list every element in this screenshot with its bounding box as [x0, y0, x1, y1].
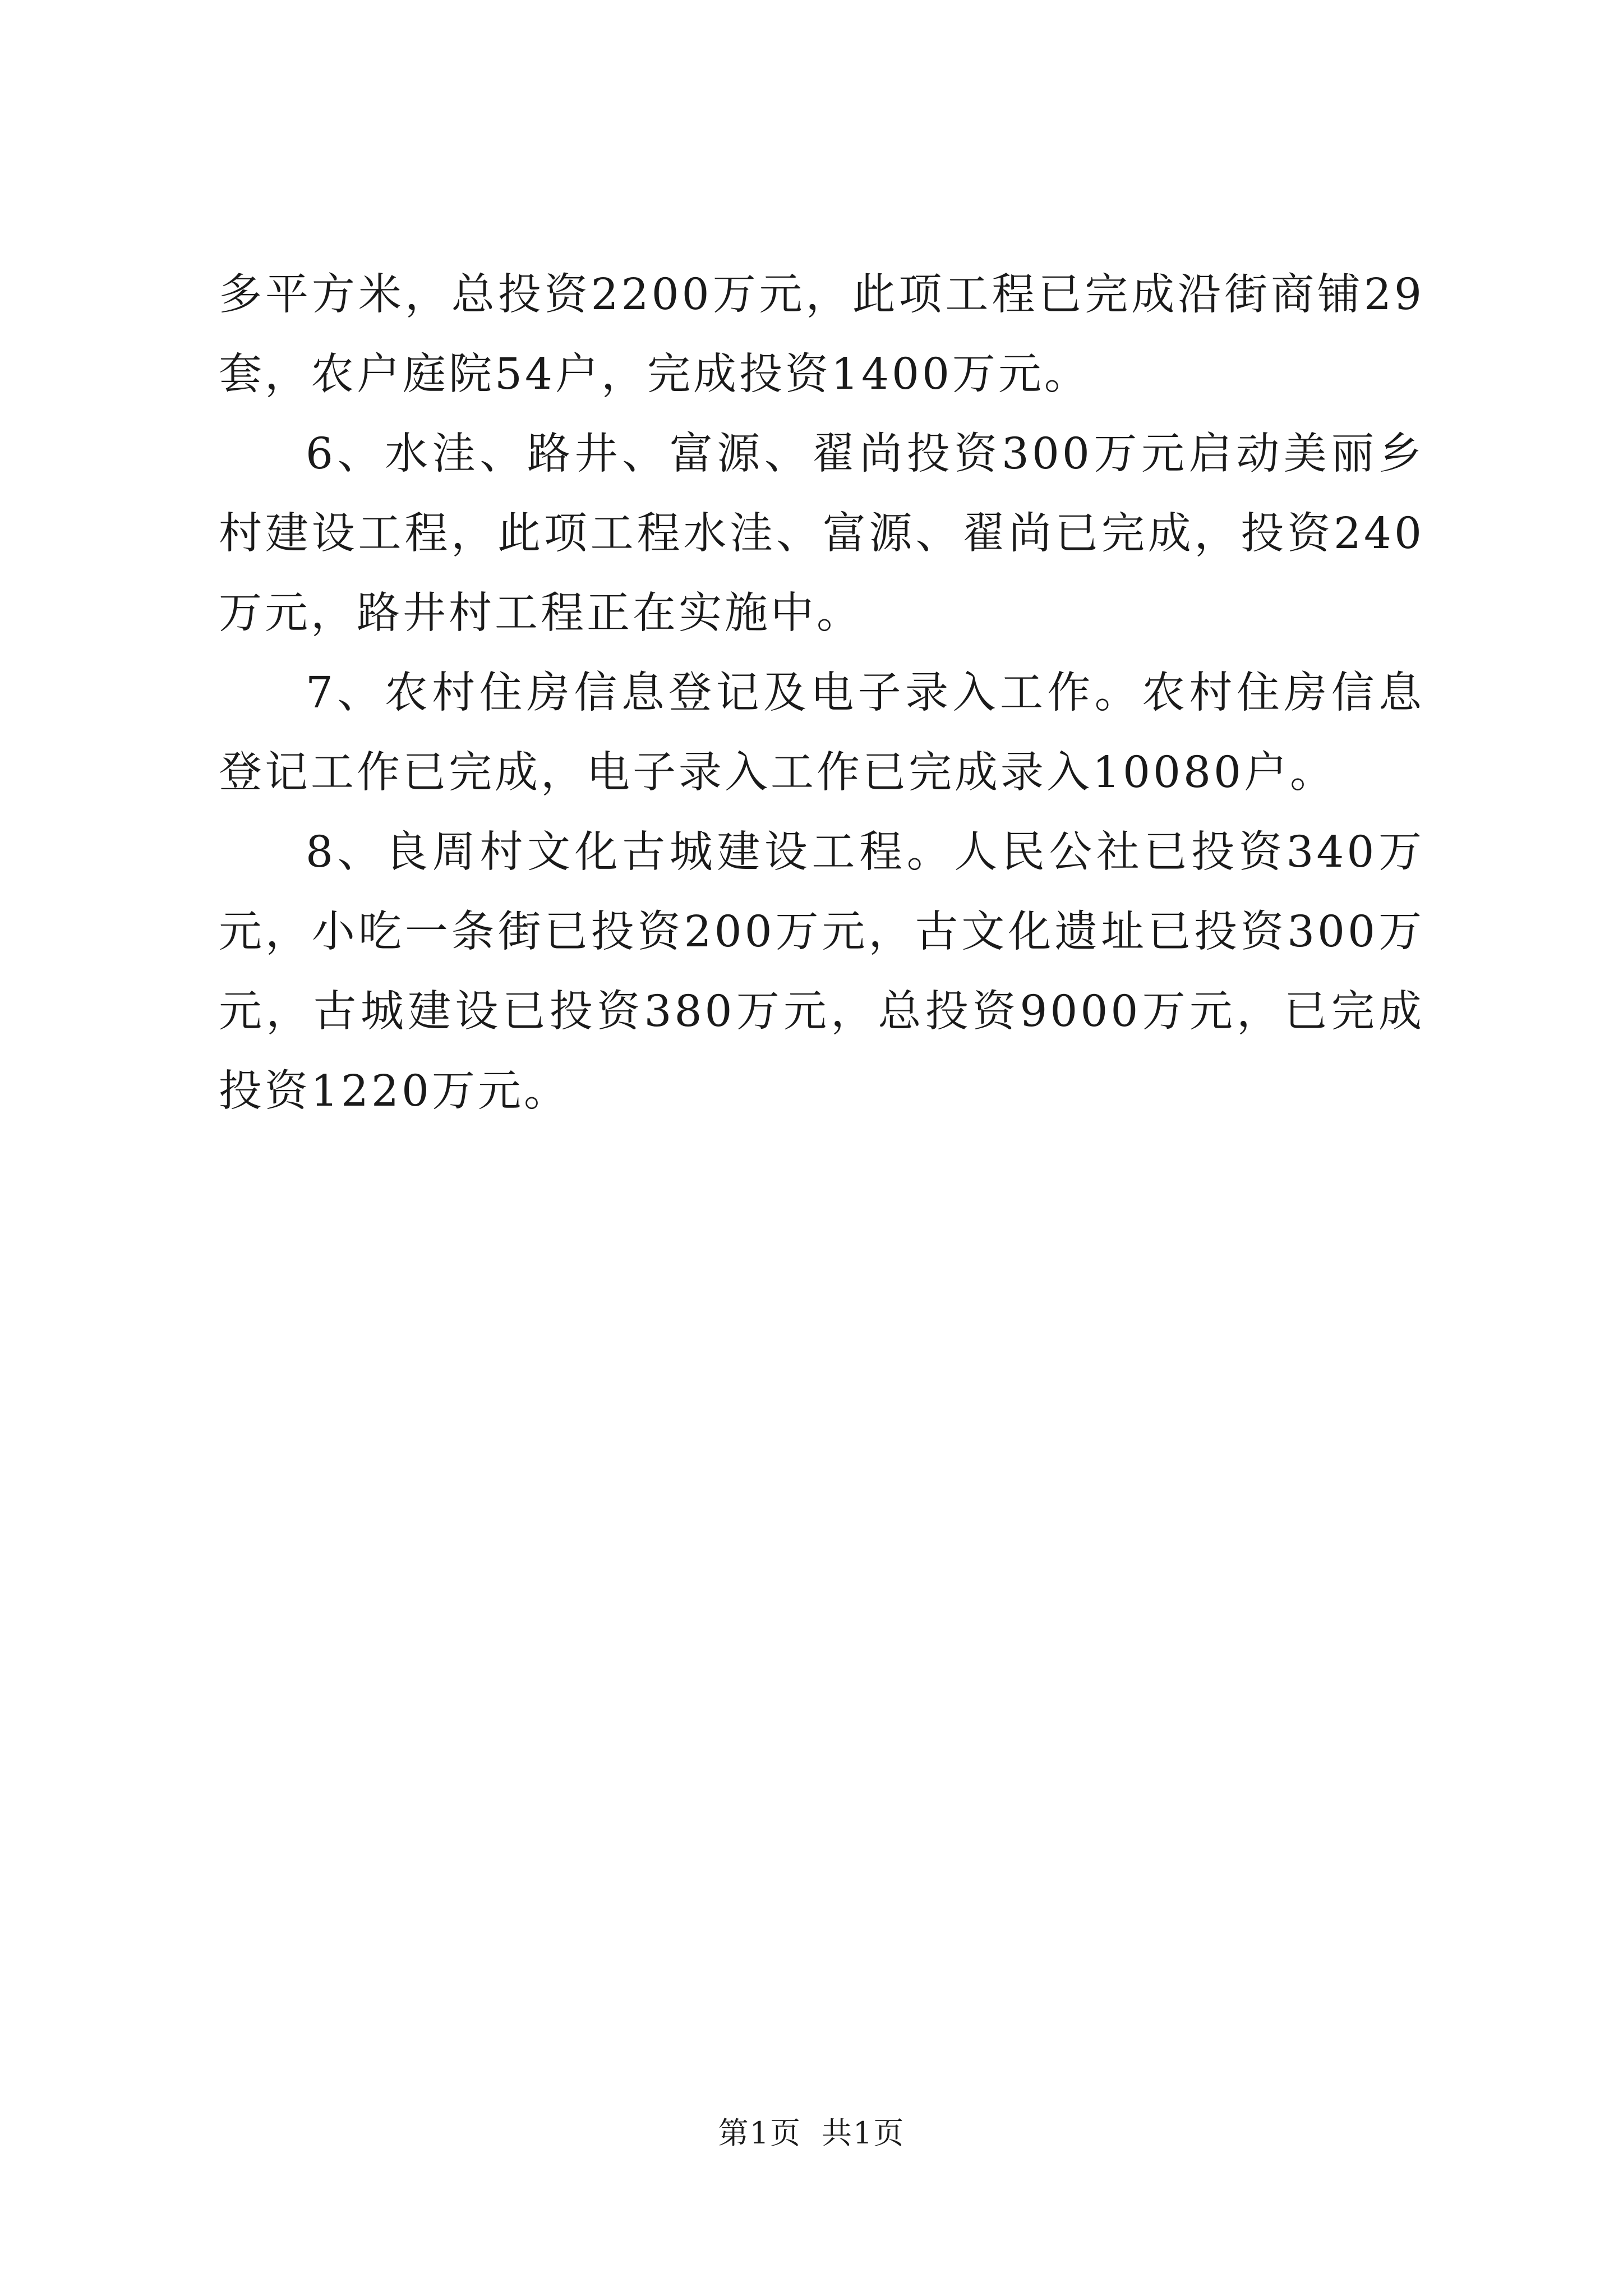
paragraph-item-8: 8、良周村文化古城建设工程。人民公社已投资340万元，小吃一条街已投资200万元，古文化遗址已投资300万元，古城建设已投资380万元，总投资9000万元，已完成投资1220万元。 — [219, 827, 1424, 1116]
paragraph-item-7: 7、农村住房信息登记及电子录入工作。农村住房信息登记工作已完成，电子录入工作已完成录入10080户。 — [219, 668, 1424, 798]
page-number-current: 第1页 — [718, 2115, 801, 2151]
page-footer — [0, 2109, 1623, 2152]
page-number-total: 共1页 — [822, 2115, 905, 2151]
document-body — [219, 255, 1424, 1131]
paragraph-continuation: 多平方米，总投资2200万元，此项工程已完成沿街商铺29套，农户庭院54户，完成投资1400万元。 — [219, 270, 1424, 399]
paragraph-item-6: 6、水洼、路井、富源、翟尚投资300万元启动美丽乡村建设工程，此项工程水洼、富源、翟尚已完成，投资240万元，路井村工程正在实施中。 — [219, 429, 1424, 638]
